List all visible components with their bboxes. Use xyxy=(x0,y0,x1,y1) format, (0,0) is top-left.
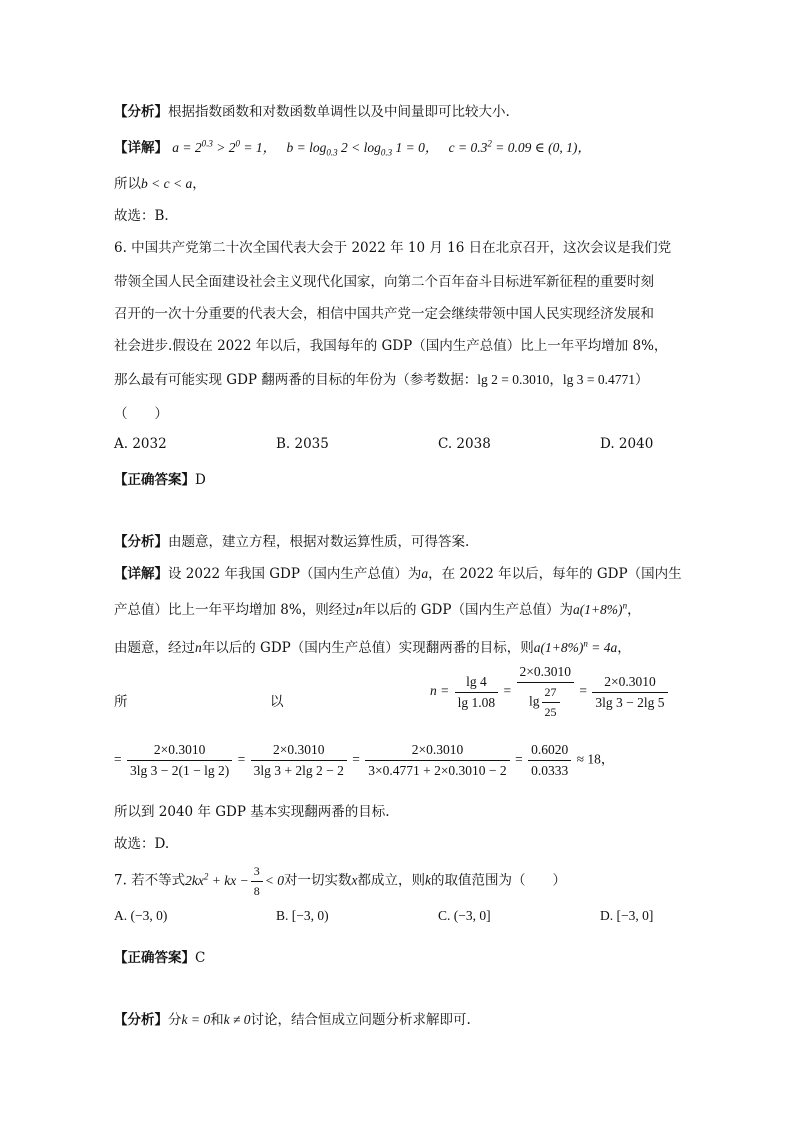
q6-option-b: B. 2035 xyxy=(276,436,329,452)
q6-computation: = $\frac{2\times 0.3010}{3\lg 3 - 2(1 - \lg 2)}$ = $\frac{2\times 0.3010}{3\lg 3 + 2\lg 2 - 2}$ = $\frac{2\times 0.3010}{3\times 0.4771 + 2\times 0.3010 - 2}$ = $\frac{0.6020}{0.0333}$ ≈ 18， xyxy=(114,742,615,778)
q6-option-c: C. 2038 xyxy=(438,436,491,452)
math-c: $c = 0.3^2 = 0.09$ ∈ (0, 1)， xyxy=(448,138,591,155)
q6-stem-line-1: 6. 中国共产党第二十次全国代表大会于 2022 年 10 月 16 日在北京召开，这次会议是我们党 xyxy=(114,240,672,256)
q7-answer: 【正确答案】C xyxy=(114,950,206,966)
fraction: $\frac{2\times 0.3010}{3\lg 3 + 2\lg 2 - 2}$ xyxy=(251,742,347,779)
detail-tag: 【详解】 xyxy=(114,140,168,156)
answer-value: D xyxy=(195,472,206,488)
q6-detail-line-3: 由题意，经过n年以后的 GDP（国内生产总值）实现翻两番的目标，则$a(1+8\%)^n = 4a$， xyxy=(114,638,631,656)
fraction: $\frac{\lg 4}{\lg 1.08}$ xyxy=(455,674,499,711)
q6-option-a: A. 2032 xyxy=(114,436,167,452)
growth-expr: $a(1+8\%)^n$ xyxy=(572,600,628,617)
math-b: $b = \log_{0.3} 2 < \log_{0.3} 1 = 0$， xyxy=(286,140,439,158)
q5-analysis xyxy=(114,100,510,120)
q5-so: 所以b < c < a， xyxy=(114,176,206,192)
q6-yi: 以 xyxy=(270,694,284,710)
q6-stem-line-5: 那么最有可能实现 GDP 翻两番的目标的年份为（参考数据：lg 2 = 0.3010，lg 3 = 0.4771） xyxy=(114,372,649,388)
q6-paren: （ ） xyxy=(114,406,168,422)
math-a: $a = 2^{0.3} > 2^0 = 1$， xyxy=(172,138,277,155)
q6-stem-line-2: 带领全国人民全面建设社会主义现代化国家，向第二个百年奋斗目标进军新征程的重要时刻 xyxy=(114,274,654,290)
q6-choose: 故选：D. xyxy=(114,836,170,852)
equation-expr: $a(1+8\%)^n = 4a$ xyxy=(533,638,618,655)
q7-option-b: B. [−3, 0) xyxy=(276,908,329,923)
fraction: $\frac{2\times 0.3010}{3\times 0.4771 + 2\times 0.3010 - 2}$ xyxy=(365,742,509,779)
inequality-expr: $2kx^2$ + kx − $\frac{3}{8}$ < 0 xyxy=(185,864,284,898)
q6-result: 所以到 2040 年 GDP 基本实现翻两番的目标. xyxy=(114,804,390,820)
analysis-text: 根据指数函数和对数函数单调性以及中间量即可比较大小. xyxy=(168,104,510,120)
fraction: $\frac{2\times 0.3010}{3\lg 3 - 2(1 - \lg 2)}$ xyxy=(127,742,232,779)
answer-value: C xyxy=(195,950,206,966)
math-order: b < c < a xyxy=(141,176,193,191)
fraction: $\frac{0.6020}{0.0333}$ xyxy=(528,742,571,779)
q6-option-d: D. 2040 xyxy=(600,436,654,452)
q7-option-a: A. (−3, 0) xyxy=(114,908,168,923)
q6-suo: 所 xyxy=(114,694,128,710)
q7-option-d: D. [−3, 0] xyxy=(600,908,654,923)
q5-choose: 故选：B. xyxy=(114,208,169,224)
q6-answer: 【正确答案】D xyxy=(114,472,206,488)
q7-stem: 7. 若不等式$2kx^2$ + kx − $\frac{3}{8}$ < 0对一切实数x都成立，则k的取值范围为（ ） xyxy=(114,864,566,898)
fraction: $\frac{2\times 0.3010}{3\lg 3 - 2\lg 5}$ xyxy=(592,674,667,711)
q6-detail-line-1: 【详解】设 2022 年我国 GDP（国内生产总值）为a，在 2022 年以后，每年的 GDP（国内生 xyxy=(114,566,682,582)
q5-detail xyxy=(114,136,591,158)
analysis-tag: 【分析】 xyxy=(114,104,168,120)
q6-detail-line-2: 产总值）比上一年平均增加 8%，则经过n年以后的 GDP（国内生产总值）为$a(1+8\%)^n$， xyxy=(114,600,641,618)
reference-data: lg 2 = 0.3010，lg 3 = 0.4771 xyxy=(477,372,636,387)
fraction: 2×0.3010 lg $\frac{27}{25}$ xyxy=(517,664,575,720)
q6-analysis: 【分析】由题意，建立方程，根据对数运算性质，可得答案. xyxy=(114,534,470,550)
q7-analysis: 【分析】分k = 0和k ≠ 0讨论，结合恒成立问题分析求解即可. xyxy=(114,1012,471,1028)
q7-option-c: C. (−3, 0] xyxy=(438,908,491,923)
q6-stem-line-4: 社会进步.假设在 2022 年以后，我国每年的 GDP（国内生产总值）比上一年平均增加 8%， xyxy=(114,338,668,354)
q6-n-equation: n = $\frac{\lg 4}{\lg 1.08}$ = 2×0.3010 lg $\frac{27}{25}$ = $\frac{2\times 0.3010}{3\lg 3 - 2\lg 5}$ xyxy=(430,664,670,720)
q6-stem-line-3: 召开的一次十分重要的代表大会，相信中国共产党一定会继续带领中国人民实现经济发展和 xyxy=(114,306,654,322)
